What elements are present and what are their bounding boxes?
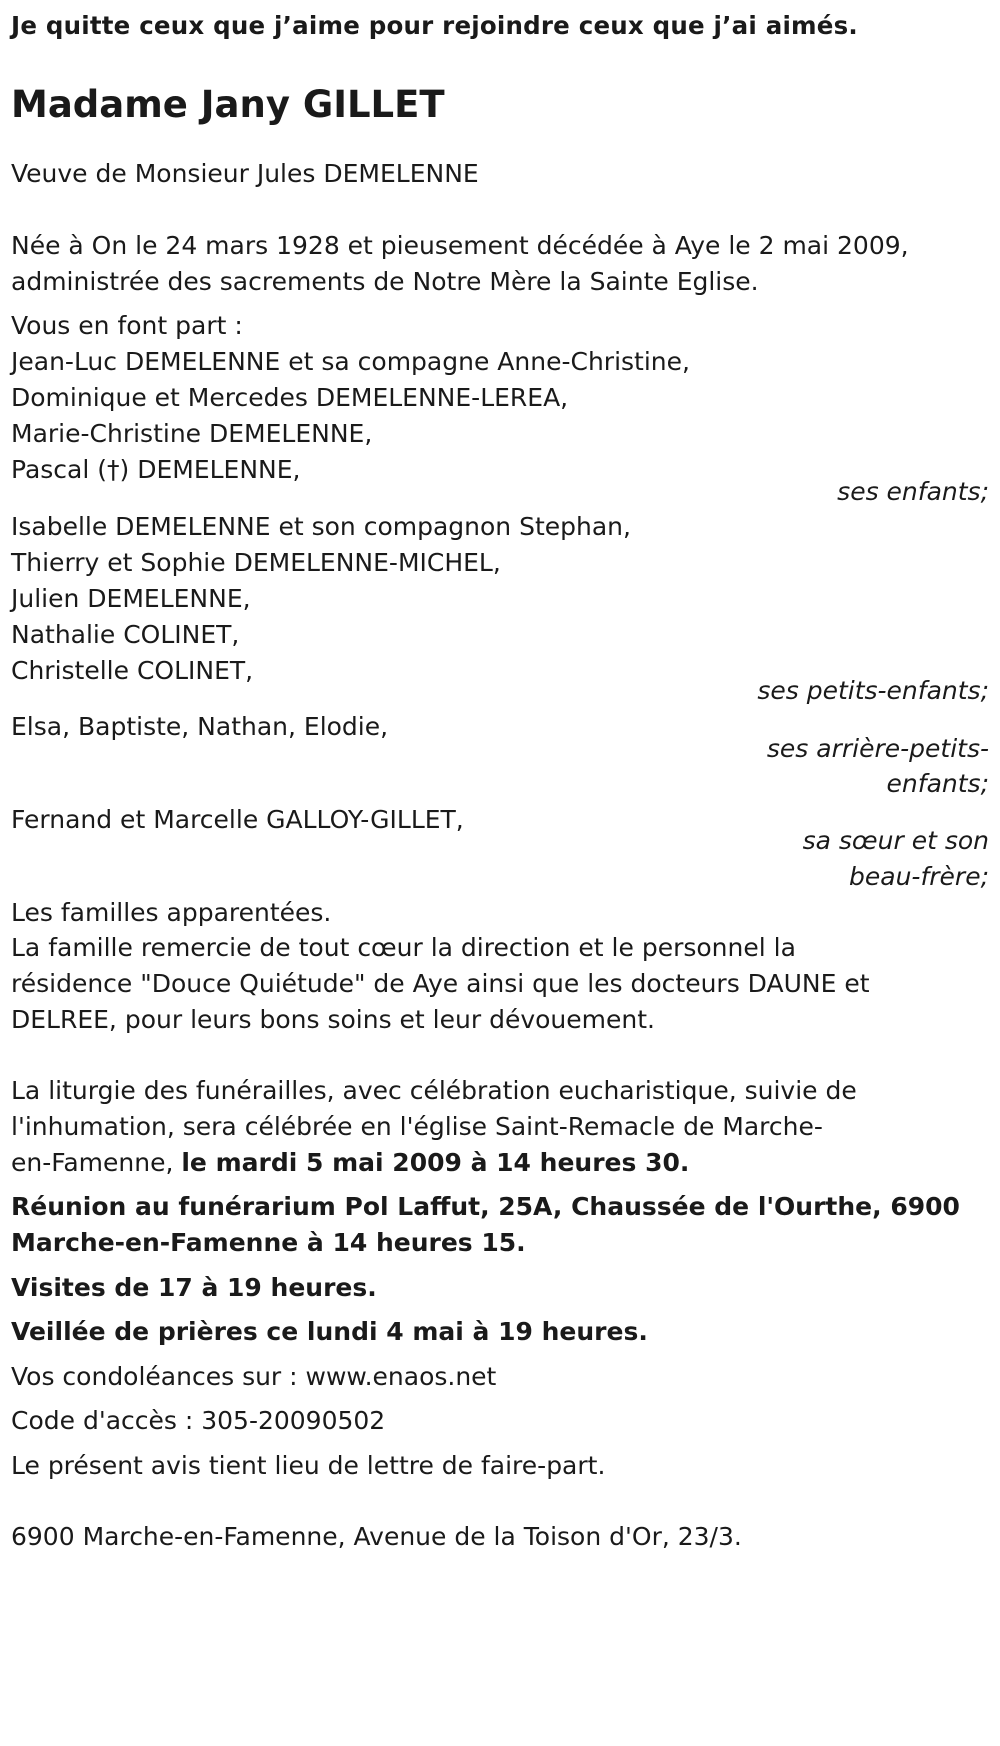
liturgy-date: le mardi 5 mai 2009 à 14 heures 30. xyxy=(181,1148,690,1177)
birth-death-line: administrée des sacrements de Notre Mère la Sainte Eglise. xyxy=(11,267,759,296)
liturgy-line: La liturgie des funérailles, avec célébration eucharistique, suivie de xyxy=(11,1076,857,1105)
thanks-line: résidence "Douce Quiétude" de Aye ainsi que les docteurs DAUNE et xyxy=(11,969,870,998)
sibling-entry: Fernand et Marcelle GALLOY-GILLET, xyxy=(11,805,464,834)
child-entry: Dominique et Mercedes DEMELENNE-LEREA, xyxy=(11,383,569,412)
visits: Visites de 17 à 19 heures. xyxy=(11,1273,377,1302)
condolences: Vos condoléances sur : www.enaos.net xyxy=(11,1362,497,1391)
related-families: Les familles apparentées. xyxy=(11,898,332,927)
great-grandchildren-entry: Elsa, Baptiste, Nathan, Elodie, xyxy=(11,712,389,741)
meeting-line: Marche-en-Famenne à 14 heures 15. xyxy=(11,1228,526,1257)
liturgy-line xyxy=(11,1143,689,1183)
announce-intro: Vous en font part : xyxy=(11,311,243,340)
epigraph: Je quitte ceux que j’aime pour rejoindre ceux que j’ai aimés. xyxy=(11,11,858,40)
liturgy-line: l'inhumation, sera célébrée en l'église Saint-Remacle de Marche- xyxy=(11,1112,823,1141)
liturgy-place-end: en-Famenne, xyxy=(11,1148,174,1177)
child-entry: Marie-Christine DEMELENNE, xyxy=(11,419,373,448)
widow-of: Veuve de Monsieur Jules DEMELENNE xyxy=(11,159,479,188)
grandchild-entry: Isabelle DEMELENNE et son compagnon Stephan, xyxy=(11,512,631,541)
grandchild-entry: Christelle COLINET, xyxy=(11,656,254,685)
great-grandchildren-label: enfants; xyxy=(886,769,989,798)
grandchild-entry: Julien DEMELENNE, xyxy=(11,584,251,613)
sibling-label: beau-frère; xyxy=(849,862,989,891)
vigil: Veillée de prières ce lundi 4 mai à 19 heures. xyxy=(11,1317,648,1346)
thanks-line: La famille remercie de tout cœur la direction et le personnel la xyxy=(11,933,796,962)
thanks-line: DELREE, pour leurs bons soins et leur dévouement. xyxy=(11,1005,655,1034)
grandchildren-label: ses petits-enfants; xyxy=(757,676,989,705)
child-entry: Pascal (†) DEMELENNE, xyxy=(11,455,301,484)
access-code: Code d'accès : 305-20090502 xyxy=(11,1406,386,1435)
great-grandchildren-label: ses arrière-petits- xyxy=(766,734,989,763)
grandchild-entry: Nathalie COLINET, xyxy=(11,620,240,649)
birth-death-line: Née à On le 24 mars 1928 et pieusement décédée à Aye le 2 mai 2009, xyxy=(11,231,909,260)
child-entry: Jean-Luc DEMELENNE et sa compagne Anne-Christine, xyxy=(11,347,690,376)
meeting-line: Réunion au funérarium Pol Laffut, 25A, Chaussée de l'Ourthe, 6900 xyxy=(11,1192,960,1221)
address: 6900 Marche-en-Famenne, Avenue de la Toison d'Or, 23/3. xyxy=(11,1522,742,1551)
children-label: ses enfants; xyxy=(837,477,989,506)
grandchild-entry: Thierry et Sophie DEMELENNE-MICHEL, xyxy=(11,548,501,577)
sibling-label: sa sœur et son xyxy=(802,826,989,855)
faire-part-notice: Le présent avis tient lieu de lettre de faire-part. xyxy=(11,1451,606,1480)
deceased-name: Madame Jany GILLET xyxy=(11,83,445,126)
